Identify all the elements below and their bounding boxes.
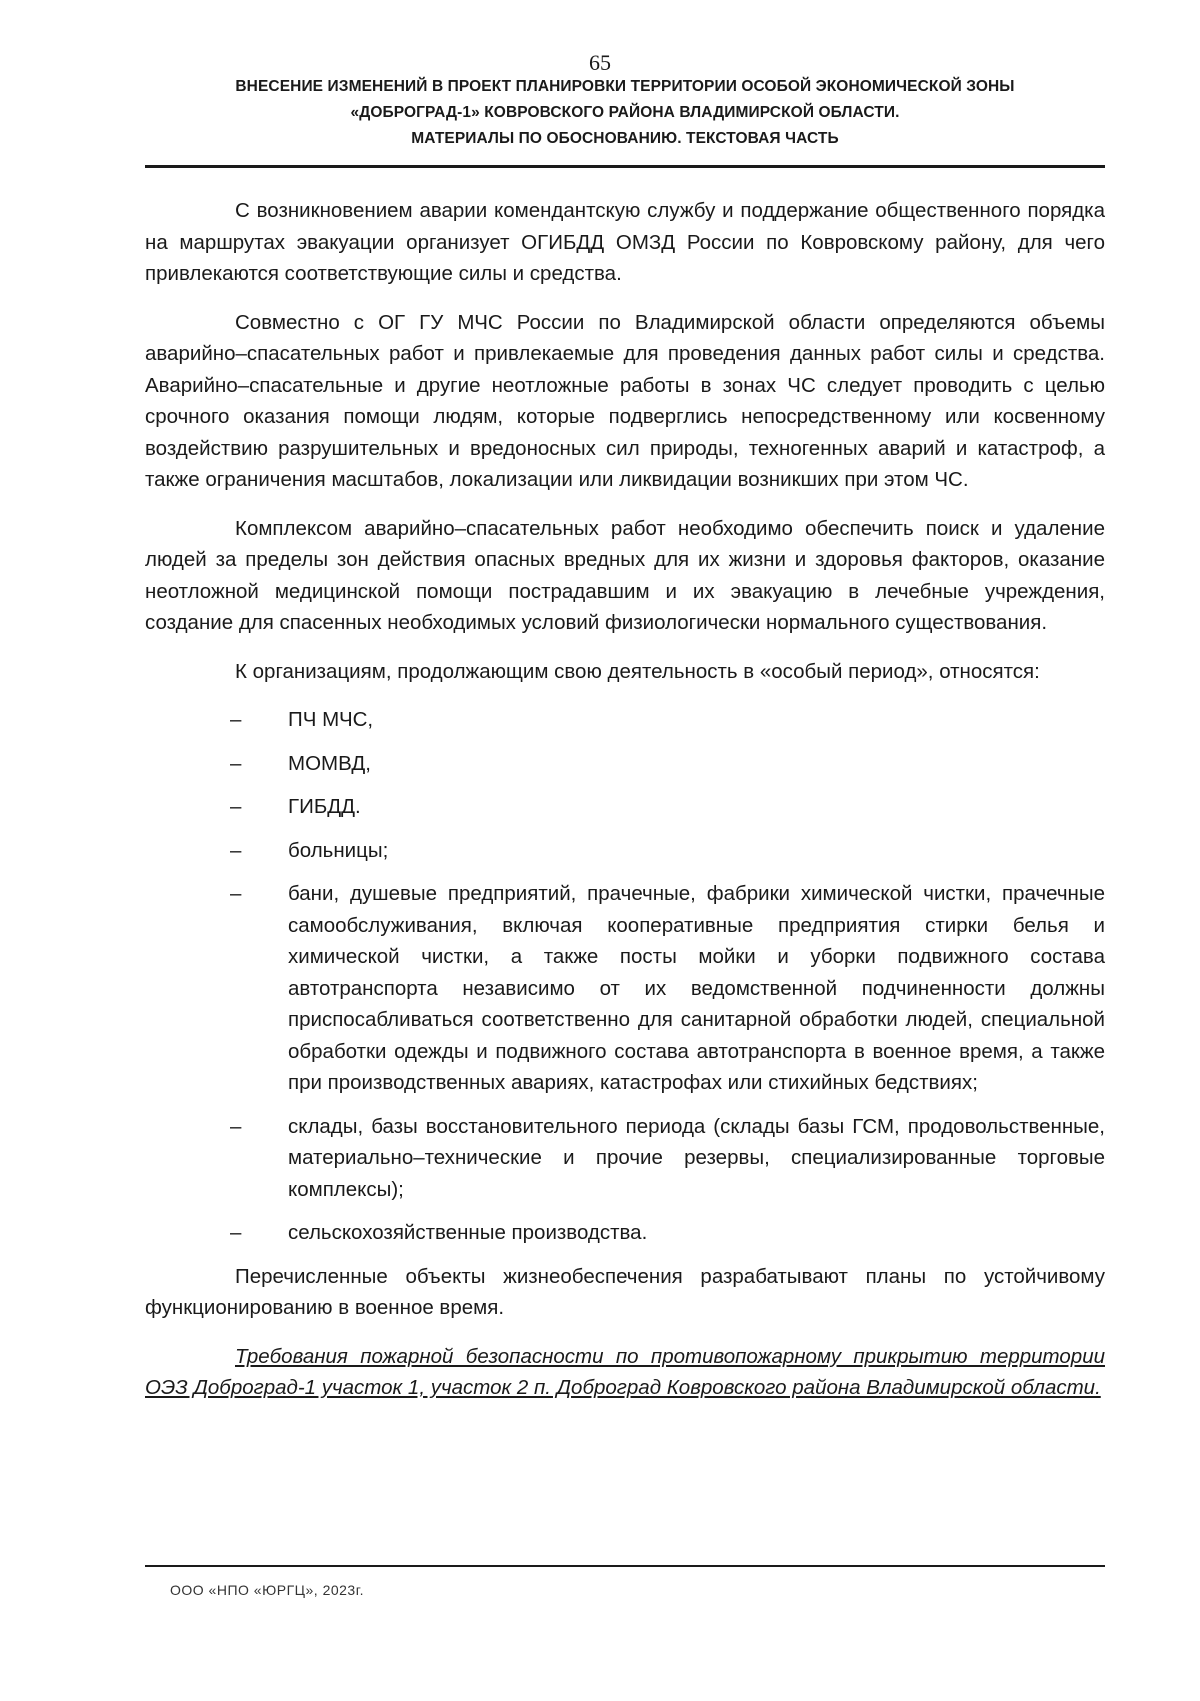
list-item-text: сельскохозяйственные производства.: [288, 1221, 648, 1244]
list-item: [145, 1217, 1105, 1249]
list-item: [145, 878, 1105, 1099]
header-line-1: ВНЕСЕНИЕ ИЗМЕНЕНИЙ В ПРОЕКТ ПЛАНИРОВКИ ТЕРРИТОРИИ ОСОБОЙ ЭКОНОМИЧЕСКОЙ ЗОНЫ: [235, 78, 1015, 95]
document-body: [145, 195, 1105, 1404]
header-divider: [145, 165, 1105, 168]
list-dash: –: [230, 882, 242, 905]
organizations-list: [145, 704, 1105, 1249]
list-item: [145, 791, 1105, 823]
footer-organization: ООО «НПО «ЮРГЦ», 2023г.: [170, 1582, 364, 1598]
list-dash: –: [230, 795, 242, 818]
header-line-2: «ДОБРОГРАД-1» КОВРОВСКОГО РАЙОНА ВЛАДИМИРСКОЙ ОБЛАСТИ.: [350, 104, 900, 121]
paragraph-life-support-plans: Перечисленные объекты жизнеобеспечения разрабатывают планы по устойчивому функционированию в военное время.: [145, 1264, 1105, 1319]
page-number: 65: [589, 50, 611, 75]
list-item-text: МОМВД,: [288, 751, 371, 775]
paragraph-evacuation-order: С возникновением аварии комендантскую службу и поддержание общественного порядка на маршрутах эвакуации организует ОГИБДД ОМЗД России по Ковровскому району, для чего привлекаются соответствующие силы и средства.: [145, 199, 1105, 285]
list-item: [145, 704, 1105, 736]
list-dash: –: [230, 1221, 242, 1244]
section-heading-fire-safety: Требования пожарной безопасности по противопожарному прикрытию территории ОЭЗ Доброград-1 участок 1, участок 2 п. Доброград Ковровского района Владимирской области.: [145, 1344, 1105, 1399]
list-item: [145, 748, 1105, 780]
list-item-text: бани, душевые предприятий, прачечные, фабрики химической чистки, прачечные самообслуживания, включая кооперативные предприятия стирки белья и химической чистки, а также посты мойки и уборки подвижного состава автотранспорта независимо от их ведомственной подчиненности должны приспосабливаться соответственно для санитарной обработки людей, специальной обработки одежды и подвижного состава автотранспорта в военное время, а также при производственных авариях, катастрофах или стихийных бедствиях;: [288, 882, 1105, 1094]
paragraph-special-period-intro: К организациям, продолжающим свою деятельность в «особый период», относятся:: [235, 659, 1040, 683]
list-dash: –: [230, 838, 242, 862]
document-header: [145, 74, 1105, 152]
list-item: [145, 1111, 1105, 1206]
list-dash: –: [230, 1114, 242, 1138]
list-item-text: ГИБДД.: [288, 795, 361, 818]
list-item: [145, 835, 1105, 867]
list-item-text: склады, базы восстановительного периода (склады базы ГСМ, продовольственные, материально–технические и прочие резервы, специализированные торговые комплексы);: [288, 1114, 1105, 1201]
paragraph-rescue-complex: Комплексом аварийно–спасательных работ необходимо обеспечить поиск и удаление людей за пределы зон действия опасных вредных для их жизни и здоровья факторов, оказание неотложной медицинской помощи пострадавшим и их эвакуацию в лечебные учреждения, создание для спасенных необходимых условий физиологически нормального существования.: [145, 516, 1105, 634]
list-item-text: ПЧ МЧС,: [288, 708, 374, 731]
list-dash: –: [230, 751, 242, 775]
footer-divider: [145, 1565, 1105, 1567]
list-dash: –: [230, 708, 242, 731]
list-item-text: больницы;: [288, 838, 389, 862]
paragraph-rescue-works: Совместно с ОГ ГУ МЧС России по Владимирской области определяются объемы аварийно–спасательных работ и привлекаемые для проведения данных работ силы и средства. Аварийно–спасательные и другие неотложные работы в зонах ЧС следует проводить с целью срочного оказания помощи людям, которые подверглись непосредственному или косвенному воздействию разрушительных и вредоносных сил природы, техногенных аварий и катастроф, а также ограничения масштабов, локализации или ликвидации возникших при этом ЧС.: [145, 310, 1105, 491]
header-line-3: МАТЕРИАЛЫ ПО ОБОСНОВАНИЮ. ТЕКСТОВАЯ ЧАСТЬ: [411, 130, 839, 147]
